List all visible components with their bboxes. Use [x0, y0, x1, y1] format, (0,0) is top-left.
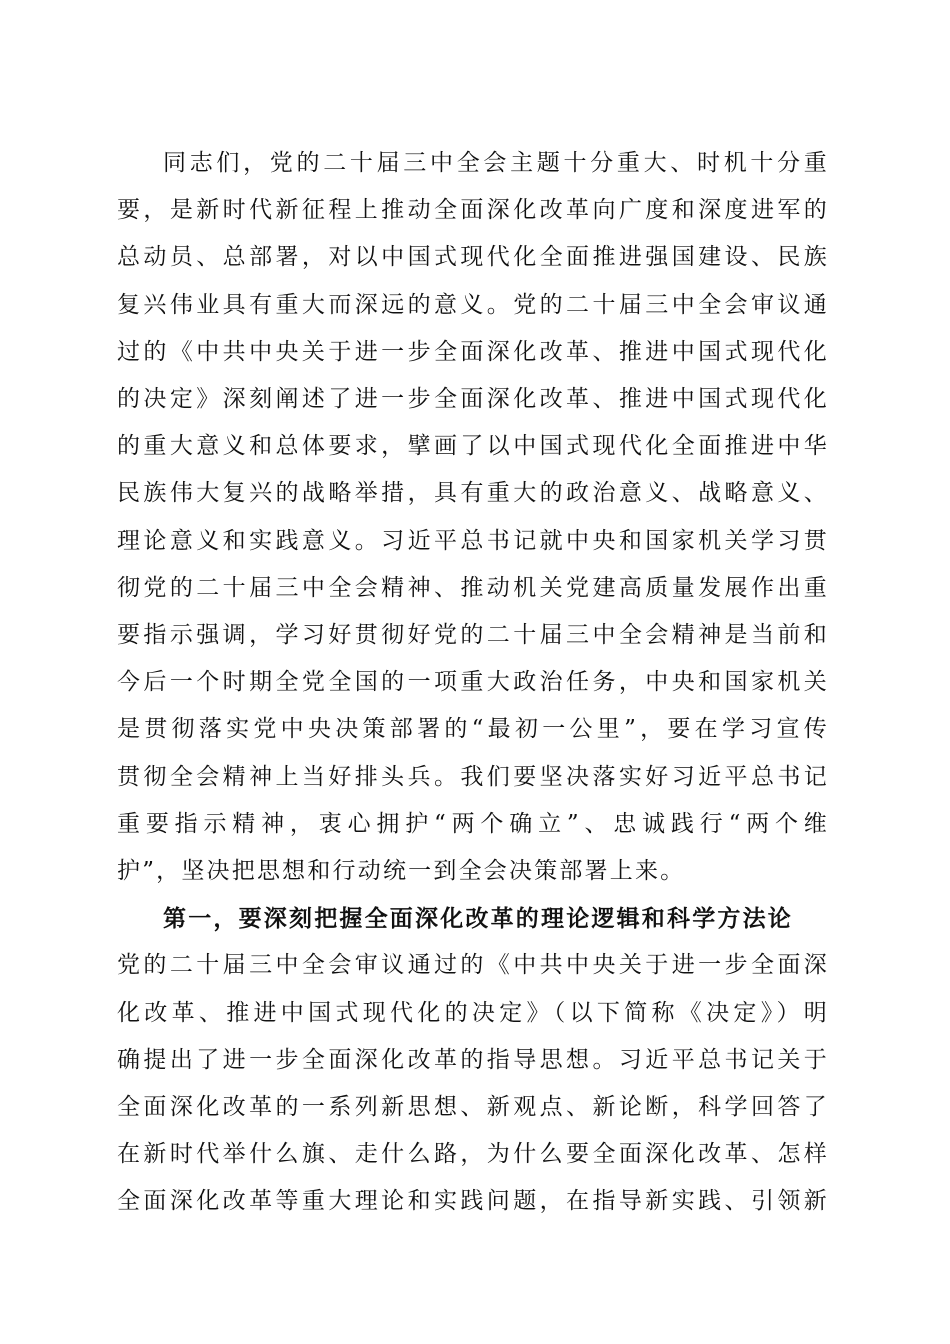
text-line: 理论意义和实践意义。习近平总书记就中央和国家机关学习贯 — [117, 527, 829, 554]
section-heading: 第一，要深刻把握全面深化改革的理论逻辑和科学方法论 — [163, 905, 793, 933]
text-line: 贯彻全会精神上当好排头兵。我们要坚决落实好习近平总书记 — [117, 763, 829, 790]
document-body — [117, 140, 829, 1226]
text-line: 全面深化改革的一系列新思想、新观点、新论断，科学回答了 — [117, 1094, 829, 1121]
text-line: 是贯彻落实党中央决策部署的“最初一公里”，要在学习宣传 — [117, 716, 829, 743]
text-line: 总动员、总部署，对以中国式现代化全面推进强国建设、民族 — [117, 244, 829, 271]
text-line: 民族伟大复兴的战略举措，具有重大的政治意义、战略意义、 — [117, 480, 829, 507]
paragraph-intro — [117, 140, 829, 895]
text-line: 今后一个时期全党全国的一项重大政治任务，中央和国家机关 — [117, 669, 829, 696]
text-line: 复兴伟业具有重大而深远的意义。党的二十届三中全会审议通 — [117, 291, 829, 318]
text-line: 彻党的二十届三中全会精神、推动机关党建高质量发展作出重 — [117, 574, 829, 601]
paragraph-section-one — [117, 942, 829, 1225]
text-line: 过的《中共中央关于进一步全面深化改革、推进中国式现代化 — [117, 338, 829, 365]
text-line: 要指示强调，学习好贯彻好党的二十届三中全会精神是当前和 — [117, 622, 829, 649]
text-line: 化改革、推进中国式现代化的决定》（以下简称《决定》）明 — [117, 999, 829, 1026]
text-line: 要，是新时代新征程上推动全面深化改革向广度和深度进军的 — [117, 197, 829, 224]
text-line: 的决定》深刻阐述了进一步全面深化改革、推进中国式现代化 — [117, 386, 829, 413]
text-line: 重要指示精神，衷心拥护“两个确立”、忠诚践行“两个维 — [117, 810, 829, 837]
text-line: 护”，坚决把思想和行动统一到全会决策部署上来。 — [117, 858, 686, 885]
text-line: 党的二十届三中全会审议通过的《中共中央关于进一步全面深 — [117, 952, 829, 979]
text-line: 在新时代举什么旗、走什么路，为什么要全面深化改革、怎样 — [117, 1141, 829, 1168]
text-line: 确提出了进一步全面深化改革的指导思想。习近平总书记关于 — [117, 1046, 829, 1073]
text-line: 的重大意义和总体要求，擘画了以中国式现代化全面推进中华 — [117, 433, 829, 460]
text-line: 全面深化改革等重大理论和实践问题，在指导新实践、引领新 — [117, 1188, 829, 1215]
text-line: 同志们，党的二十届三中全会主题十分重大、时机十分重 — [163, 150, 829, 176]
